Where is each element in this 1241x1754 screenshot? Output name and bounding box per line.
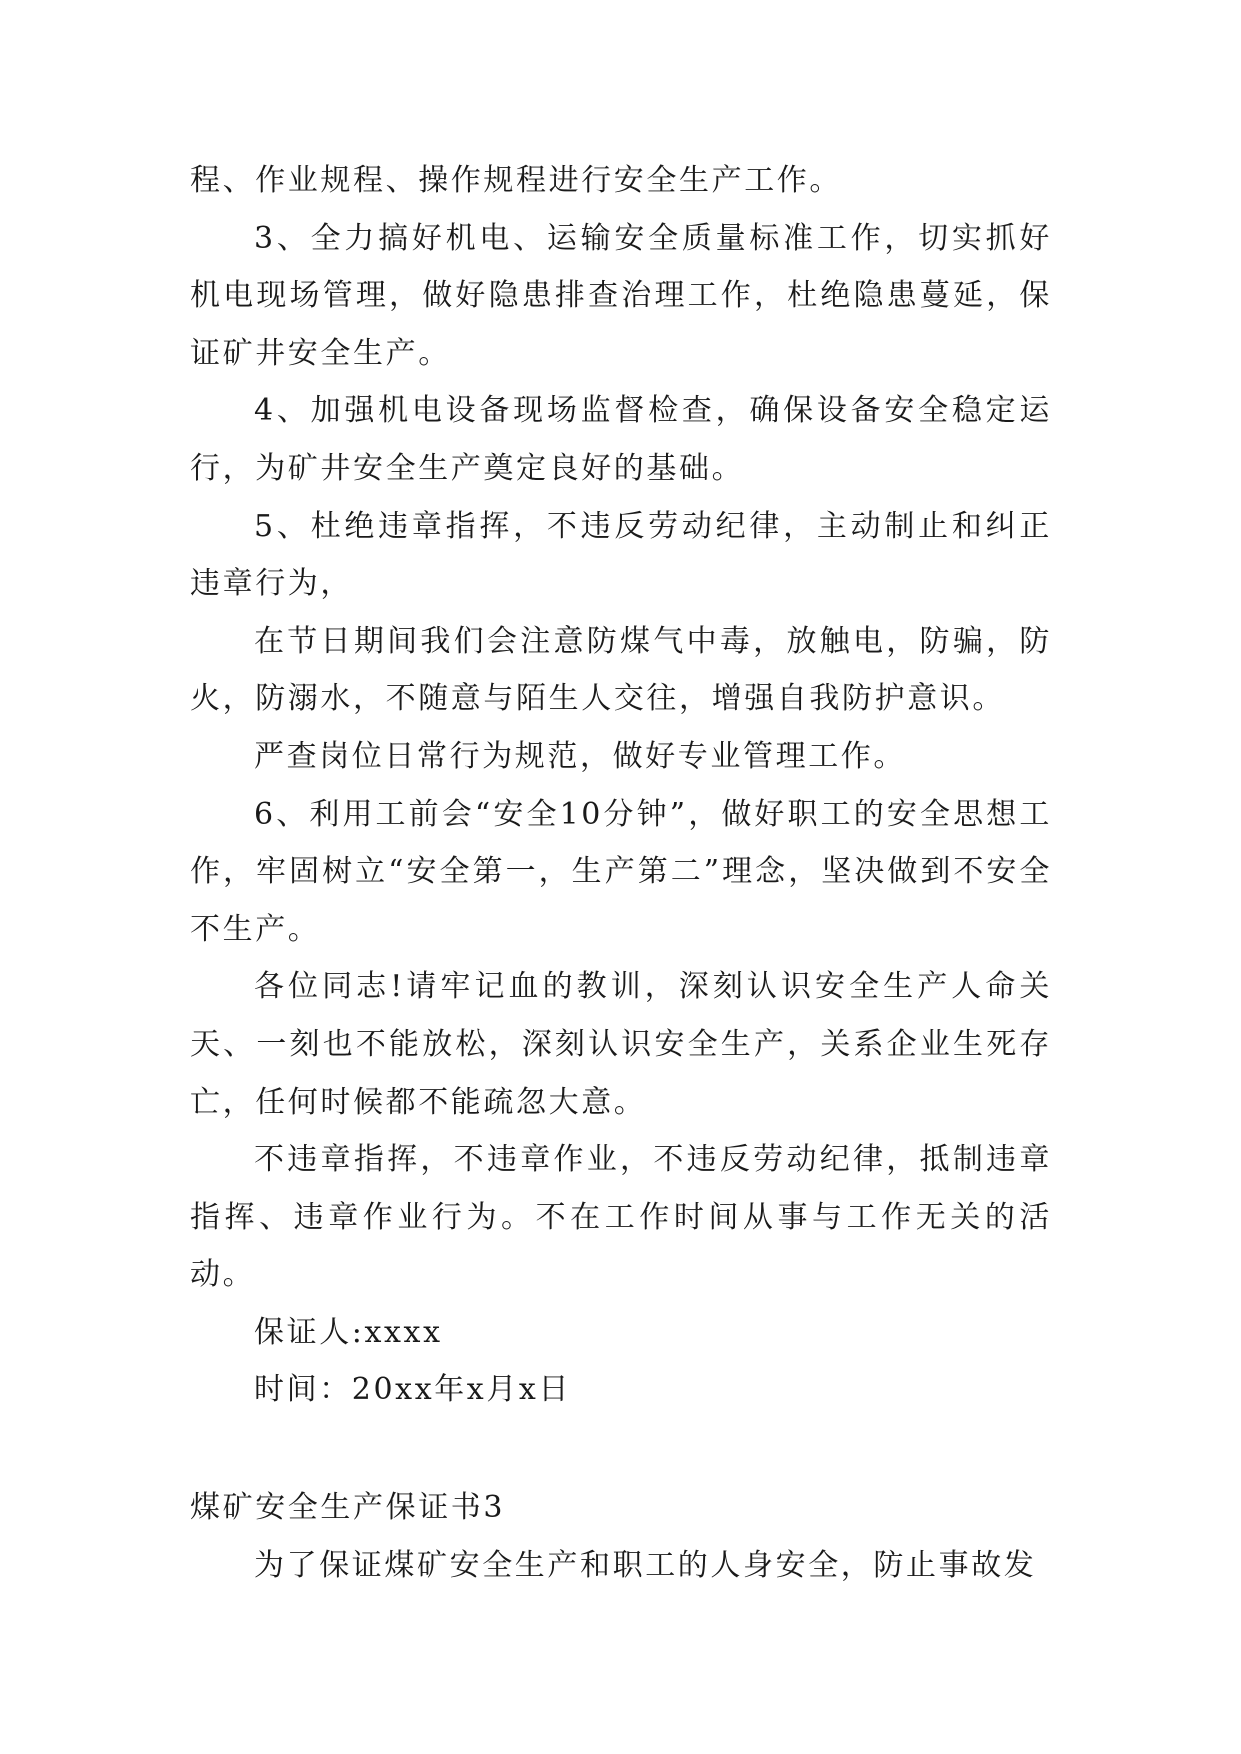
paragraph-inspect: 严查岗位日常行为规范，做好专业管理工作。 — [254, 738, 906, 774]
paragraph-holiday-safety: 在节日期间我们会注意防煤气中毒，放触电，防骗，防火，防溺水，不随意与陌生人交往，增强自我防护意识。 — [190, 623, 1052, 717]
paragraph-no-violation: 不违章指挥，不违章作业，不违反劳动纪律，抵制违章指挥、违章作业行为。不在工作时间从事与工作无关的活动。 — [190, 1142, 1052, 1293]
paragraph-item-5: 5、杜绝违章指挥，不违反劳动纪律，主动制止和纠正违章行为， — [190, 508, 1052, 602]
section-spacer — [190, 1419, 1052, 1479]
document-body — [190, 152, 1052, 1594]
guarantor-line: 保证人:xxxx — [254, 1314, 443, 1350]
paragraph-item-3: 3、全力搞好机电、运输安全质量标准工作，切实抓好机电现场管理，做好隐患排查治理工作，杜绝隐患蔓延，保证矿井安全生产。 — [190, 220, 1052, 371]
paragraph-item-6: 6、利用工前会“安全10分钟”，做好职工的安全思想工作，牢固树立“安全第一，生产第二”理念，坚决做到不安全不生产。 — [190, 796, 1052, 947]
section-heading: 煤矿安全生产保证书3 — [190, 1490, 506, 1526]
section-first-paragraph: 为了保证煤矿安全生产和职工的人身安全，防止事故发 — [254, 1547, 1037, 1583]
paragraph-item-4: 4、加强机电设备现场监督检查，确保设备安全稳定运行，为矿井安全生产奠定良好的基础。 — [190, 393, 1052, 486]
paragraph-continuation: 程、作业规程、操作规程进行安全生产工作。 — [190, 163, 842, 198]
paragraph-comrades: 各位同志!请牢记血的教训，深刻认识安全生产人命关天、一刻也不能放松，深刻认识安全生产，关系企业生死存亡，任何时候都不能疏忽大意。 — [190, 969, 1052, 1120]
date-line: 时间：20xx年x月x日 — [254, 1372, 572, 1408]
